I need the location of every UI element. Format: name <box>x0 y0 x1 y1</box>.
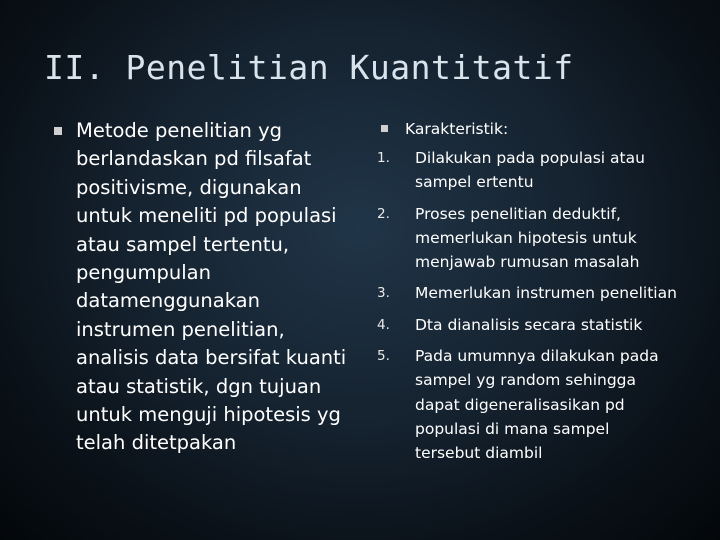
list-text: Dta dianalisis secara statistik <box>415 315 643 334</box>
list-number: 4. <box>377 316 390 333</box>
left-column <box>54 117 354 458</box>
list-number: 5. <box>377 348 390 365</box>
characteristics-list <box>377 146 677 466</box>
list-number: 2. <box>377 205 390 222</box>
method-description: Metode penelitian yg berlandaskan pd filsafat positivisme, digunakan untuk meneliti pd populasi atau sampel tertentu, pengumpulan datamenggunakan instrumen penelitian, analisis data bersifat kuanti atau statistik, dgn tujuan untuk menguji hipotesis yg telah ditetpakan <box>76 119 347 455</box>
list-text: Proses penelitian deduktif, memerlukan hipotesis untuk menjawab rumusan masalah <box>415 204 640 272</box>
list-number: 1. <box>377 150 390 166</box>
slide-title: II. Penelitian Kuantitatif <box>44 48 574 87</box>
right-column <box>377 118 677 473</box>
characteristics-heading-row <box>377 118 677 140</box>
list-text: Dilakukan pada populasi atau sampel ertentu <box>415 149 645 192</box>
list-text: Memerlukan instrumen penelitian <box>415 284 677 303</box>
characteristics-heading: Karakteristik: <box>405 120 509 138</box>
list-number: 3. <box>377 285 390 302</box>
list-item <box>377 313 677 337</box>
list-item <box>377 281 677 305</box>
list-text: Pada umumnya dilakukan pada sampel yg random sehingga dapat digeneralisasikan pd populasi di mana sampel tersebut diambil <box>415 347 659 463</box>
list-item <box>377 344 677 465</box>
list-item <box>377 146 677 195</box>
square-bullet-icon <box>54 127 62 135</box>
list-item <box>377 202 677 275</box>
square-bullet-icon <box>381 125 388 132</box>
